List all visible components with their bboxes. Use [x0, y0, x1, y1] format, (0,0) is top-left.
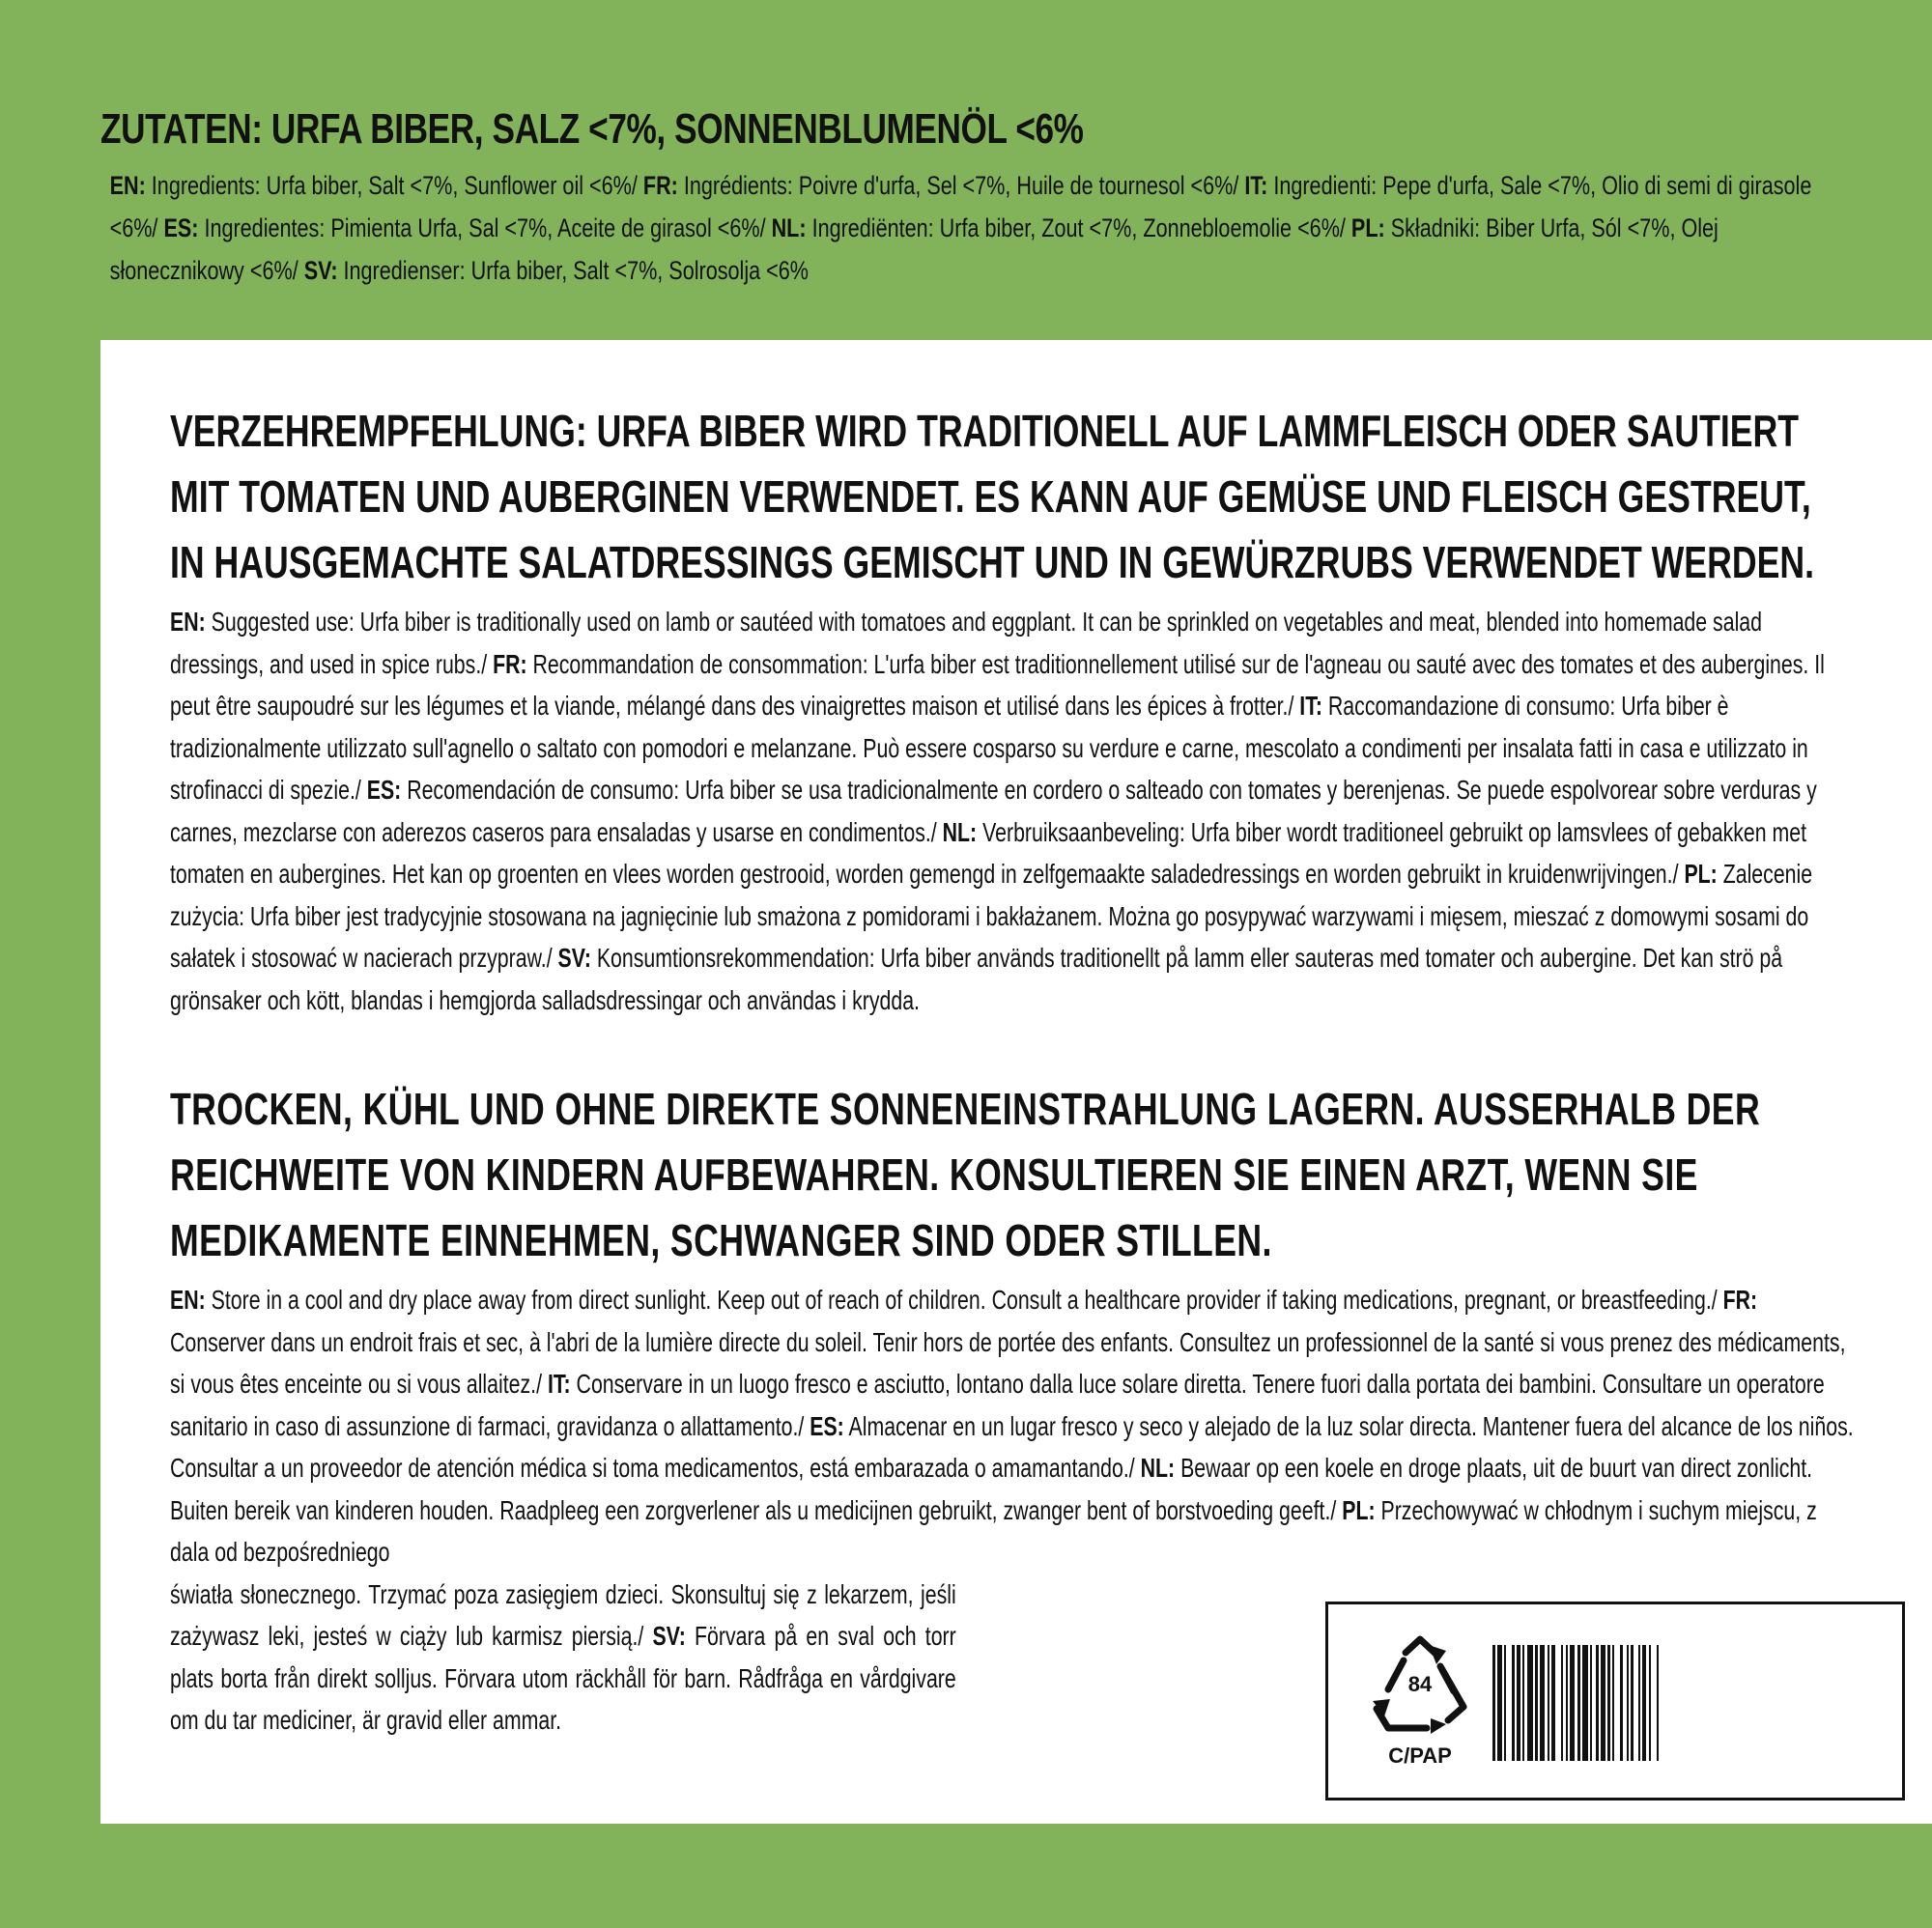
- barcode-bar: [1657, 1645, 1659, 1761]
- lang-code-nl: NL:: [1140, 1453, 1176, 1483]
- barcode-bar: [1627, 1645, 1629, 1761]
- lang-code-pl: PL:: [1350, 213, 1385, 242]
- storage-translations: [170, 1279, 1855, 1574]
- usage-pl: Zalecenie zużycia: Urfa biber jest tradycyjnie stosowana na jagnięcinie lub smażona z pomidorami i bakłażanem. Można go posypywać warzywami i mięsem, mieszać z domowymi sosami do sałatek i stosować w nacierach przypraw./: [170, 859, 1813, 973]
- lang-code-fr: FR:: [1722, 1285, 1758, 1315]
- storage-nl: Bewaar op een koele en droge plaats, uit de buurt van direct zonlicht. Buiten bereik van kinderen houden. Raadpleeg een zorgverlener als u medicijnen gebruikt, zwanger bent of borstvoeding geeft./: [170, 1453, 1813, 1525]
- storage-pl-continued: światła słonecznego. Trzymać poza zasięgiem dzieci. Skonsultuj się z lekarzem, jeśli zażywasz leki, jesteś w ciąży lub karmisz piersią./: [170, 1578, 956, 1651]
- lang-code-sv: SV:: [303, 256, 338, 285]
- usage-it: Raccomandazione di consumo: Urfa biber è tradizionalmente utilizzato sull'agnello o saltato con pomodori e melanzane. Può essere cosparso su verdure e carne, mescolato a condimenti per insalata fatti in casa e utilizzato in strofinacci di spezie./: [170, 691, 1808, 805]
- barcode-bar: [1649, 1645, 1651, 1761]
- lang-code-es: ES:: [366, 775, 402, 805]
- barcode-bar: [1590, 1645, 1592, 1761]
- lang-code-pl: PL:: [1684, 859, 1718, 889]
- barcode-bar: [1561, 1645, 1563, 1761]
- storage-sv: Förvara på en sval och torr plats borta från direkt solljus. Förvara utom räckhåll för barn. Rådfråga en vårdgivare om du tar mediciner, är gravid eller ammar.: [170, 1621, 956, 1735]
- label-panel: [100, 340, 1932, 1824]
- barcode-bar: [1504, 1645, 1506, 1761]
- lang-code-en: EN:: [170, 607, 206, 637]
- barcode-bar: [1631, 1645, 1634, 1761]
- lang-code-nl: NL:: [942, 816, 978, 847]
- lang-code-it: IT:: [547, 1369, 571, 1399]
- usage-heading: VERZEHREMPFEHLUNG: URFA BIBER WIRD TRADITIONELL AUF LAMMFLEISCH ODER SAUTIERT MIT TOMATEN UND AUBERGINEN VERWENDET. ES KANN AUF GEMÜSE UND FLEISCH GESTREUT, IN HAUSGEMACHTE SALATDRESSINGS GEMISCHT UND IN GEWÜRZRUBS VERWENDET WERDEN.: [170, 406, 1815, 587]
- lang-code-nl: NL:: [771, 213, 807, 242]
- barcode-bar: [1642, 1645, 1646, 1761]
- ingredients-heading: ZUTATEN: URFA BIBER, SALZ <7%, SONNENBLUMENÖL <6%: [100, 105, 1084, 153]
- usage-sv: Konsumtionsrekommendation: Urfa biber används traditionellt på lamm eller sauteras med tomater och aubergine. Det kan strö på grönsaker och kött, blandas i hemgjorda salladsdressingar och användas i krydda.: [170, 943, 1783, 1015]
- barcode-bar: [1551, 1645, 1555, 1761]
- storage-translations-continued: [170, 1574, 956, 1742]
- barcode-bar: [1522, 1645, 1524, 1761]
- barcode-bar: [1577, 1645, 1580, 1761]
- lang-code-en: EN:: [109, 171, 146, 200]
- lang-code-sv: SV:: [557, 943, 591, 973]
- barcode-bar: [1548, 1645, 1549, 1761]
- lang-code-pl: PL:: [1342, 1494, 1376, 1525]
- lang-code-sv: SV:: [652, 1621, 686, 1651]
- barcode-bar: [1492, 1645, 1495, 1761]
- usage-section: [170, 398, 1861, 1021]
- ingredients-fr: Ingrédients: Poivre d'urfa, Sel <7%, Huile de tournesol <6%/: [677, 171, 1245, 200]
- storage-es: Almacenar en un lugar fresco y seco y alejado de la luz solar directa. Mantener fuera del alcance de los niños. Consultar a un proveedor de atención médica si toma medicamentos, está embarazada o amamantando./: [170, 1410, 1854, 1483]
- usage-nl: Verbruiksaanbeveling: Urfa biber wordt traditioneel gebruikt op lamsvlees of gebakken met tomaten en aubergines. Het kan op groenten en vlees worden gestrooid, worden gemengd in zelfgemaakte saladedressings en worden gebruikt in kruidenwrijvingen./: [170, 816, 1807, 889]
- lang-code-fr: FR:: [642, 171, 678, 200]
- barcode-bar: [1570, 1645, 1575, 1761]
- recycle-material-code: C/PAP: [1388, 1744, 1452, 1768]
- barcode-bar: [1517, 1645, 1520, 1761]
- ingredients-pl: Składniki: Biber Urfa, Sól <7%, Olej słonecznikowy <6%/: [109, 213, 1719, 285]
- ingredients-section: [100, 100, 1839, 292]
- storage-heading: TROCKEN, KÜHL UND OHNE DIREKTE SONNENEINSTRAHLUNG LAGERN. AUSSERHALB DER REICHWEITE VON KINDERN AUFBEWAHREN. KONSULTIEREN SIE EINEN ARZT, WENN SIE MEDIKAMENTE EINNEHMEN, SCHWANGER SIND ODER STILLEN.: [170, 1084, 1761, 1265]
- ingredients-it: Ingredienti: Pepe d'urfa, Sale <7%, Olio di semi di girasole <6%/: [109, 171, 1812, 242]
- barcode-bar: [1540, 1645, 1545, 1761]
- ingredients-translations: [100, 164, 1849, 292]
- barcode-bar: [1596, 1645, 1599, 1761]
- lang-code-it: IT:: [1244, 171, 1268, 200]
- barcode-bar: [1607, 1645, 1610, 1761]
- usage-en: Suggested use: Urfa biber is traditionally used on lamb or sautéed with tomatoes and eggplant. It can be sprinkled on vegetables and meat, blended into homemade salad dressings, and used in spice rubs./: [170, 607, 1763, 679]
- barcode-bar: [1527, 1645, 1533, 1761]
- barcode: [1492, 1645, 1889, 1761]
- recycle-triangle-icon: [1367, 1631, 1473, 1776]
- lang-code-en: EN:: [170, 1285, 206, 1315]
- lang-code-es: ES:: [810, 1410, 844, 1441]
- storage-en: Store in a cool and dry place away from direct sunlight. Keep out of reach of children. Consult a healthcare provider if taking medications, pregnant, or breastfeeding./: [205, 1285, 1723, 1315]
- barcode-bar: [1620, 1645, 1623, 1761]
- storage-fr: Conserver dans un endroit frais et sec, à l'abri de la lumière directe du soleil. Tenir hors de portée des enfants. Consultez un professionnel de la santé si vous prenez des médicaments, si vous êtes enceinte ou si vous allaitez./: [170, 1326, 1846, 1399]
- ingredients-sv: Ingredienser: Urfa biber, Salt <7%, Solrosolja <6%: [337, 256, 809, 285]
- lang-code-es: ES:: [163, 213, 199, 242]
- barcode-bar: [1601, 1645, 1605, 1761]
- recycling-barcode-box: [1325, 1602, 1905, 1800]
- barcode-bar: [1612, 1645, 1614, 1761]
- ingredients-es: Ingredientes: Pimienta Urfa, Sal <7%, Aceite de girasol <6%/: [198, 213, 772, 242]
- ingredients-en: Ingredients: Urfa biber, Salt <7%, Sunflower oil <6%/: [145, 171, 643, 200]
- usage-es: Recomendación de consumo: Urfa biber se usa tradicionalmente en cordero o salteado con tomates y berenjenas. Se puede espolvorear sobre verduras y carnes, mezclarse con aderezos caseros para ensaladas y usarse en condimentos./: [170, 775, 1817, 847]
- barcode-bar: [1512, 1645, 1515, 1761]
- ingredients-nl: Ingrediënten: Urfa biber, Zout <7%, Zonnebloemolie <6%/: [806, 213, 1351, 242]
- lang-code-fr: FR:: [493, 648, 527, 679]
- usage-translations: [170, 601, 1855, 1021]
- storage-it: Conservare in un luogo fresco e asciutto, lontano dalla luce solare diretta. Tenere fuori dalla portata dei bambini. Consultare un operatore sanitario in caso di assunzione di farmaci, gravidanza o allattamento./: [170, 1369, 1825, 1441]
- barcode-bar: [1566, 1645, 1568, 1761]
- lang-code-it: IT:: [1299, 691, 1322, 721]
- storage-pl: Przechowywać w chłodnym i suchym miejscu, z dala od bezpośredniego: [170, 1494, 1817, 1567]
- barcode-bar: [1535, 1645, 1538, 1761]
- recycle-number: 84: [1407, 1672, 1433, 1696]
- usage-fr: Recommandation de consommation: L'urfa biber est traditionnellement utilisé sur de l'agneau ou sauté avec des tomates et des aubergines. Il peut être saupoudré sur les légumes et la viande, mélangé dans des vinaigrettes maison et utilisé dans les épices à frotter./: [170, 648, 1825, 721]
- barcode-bar: [1638, 1645, 1640, 1761]
- barcode-bar: [1497, 1645, 1502, 1761]
- barcode-bar: [1582, 1645, 1588, 1761]
